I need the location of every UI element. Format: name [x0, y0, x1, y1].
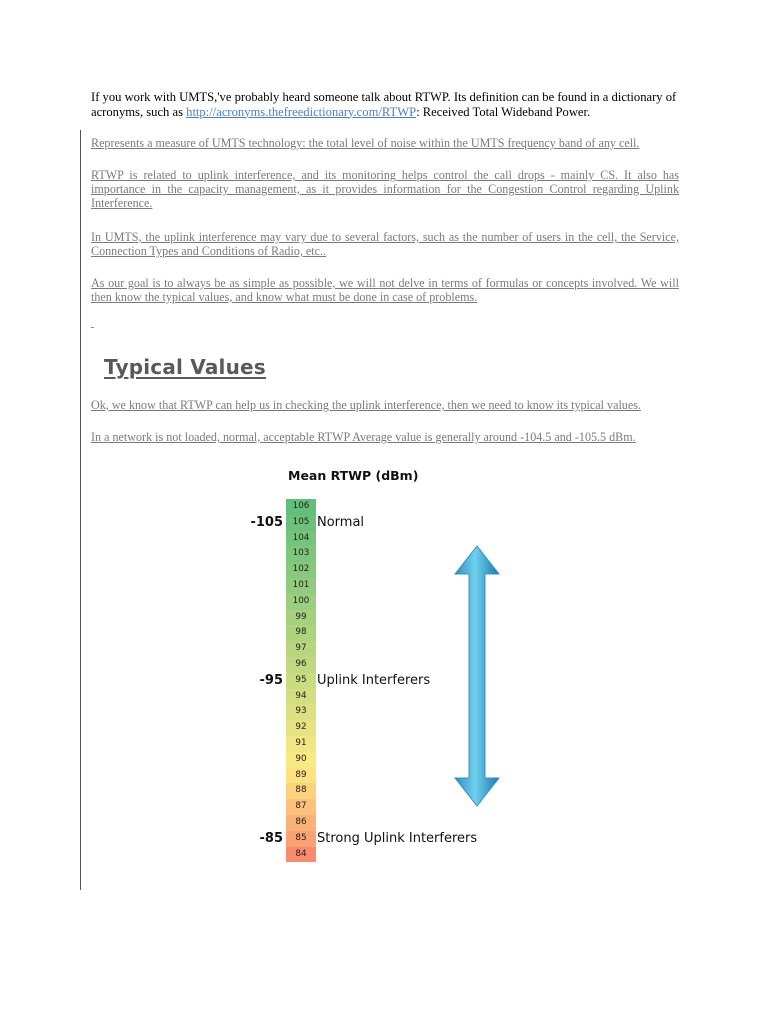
scale-cell: 96: [286, 657, 316, 673]
scale-cell: 95: [286, 673, 316, 689]
scale-cell: 100: [286, 594, 316, 610]
scale-cell: 105: [286, 515, 316, 531]
intro-text-end: : Received Total Wideband Power.: [416, 104, 591, 119]
scale-cell: 92: [286, 720, 316, 736]
quote-paragraph-3: In UMTS, the uplink interference may vary due to several factors, such as the number of users in the cell, the Service, Connection Types and Conditions of Radio, etc..: [91, 230, 679, 258]
scale-cell: 99: [286, 610, 316, 626]
level-description-label: Uplink Interferers: [317, 672, 431, 688]
scale-cell: 85: [286, 831, 316, 847]
typical-values-paragraph-2: In a network is not loaded, normal, acceptable RTWP Average value is generally around -104.5 and -105.5 dBm.: [91, 430, 636, 444]
separator-mark: [91, 327, 94, 328]
scale-cell: 88: [286, 783, 316, 799]
scale-cell: 98: [286, 625, 316, 641]
scale-cell: 102: [286, 562, 316, 578]
scale-cell: 89: [286, 768, 316, 784]
scale-cell: 90: [286, 752, 316, 768]
quote-paragraph-4: As our goal is to always be as simple as possible, we will not delve in terms of formulas or concepts involved. We will then know the typical values, and know what must be done in case of problems.: [91, 276, 679, 304]
level-description-label: Normal: [317, 514, 365, 530]
scale-cell: 101: [286, 578, 316, 594]
level-value-label: -95: [259, 672, 283, 688]
scale-cell: 106: [286, 499, 316, 515]
scale-cell: 86: [286, 815, 316, 831]
section-heading: Typical Values: [104, 355, 266, 379]
intro-paragraph: [91, 90, 679, 119]
chart-title: Mean RTWP (dBm): [288, 468, 419, 483]
level-description-label: Strong Uplink Interferers: [317, 830, 478, 846]
scale-cell: 87: [286, 799, 316, 815]
scale-cell: 84: [286, 847, 316, 863]
level-value-label: -85: [259, 830, 283, 846]
rtwp-color-scale: [286, 499, 316, 862]
scale-cell: 93: [286, 704, 316, 720]
scale-cell: 97: [286, 641, 316, 657]
rtwp-dictionary-link[interactable]: http://acronyms.thefreedictionary.com/RTWP: [186, 104, 417, 119]
intro-text: If you work with UMTS,'ve probably heard someone talk about RTWP. Its definition can be found in a dictionary of acronyms, such as: [91, 90, 677, 119]
double-arrow-icon: [452, 544, 502, 808]
scale-cell: 91: [286, 736, 316, 752]
level-value-label: -105: [250, 514, 283, 530]
scale-cell: 94: [286, 689, 316, 705]
quote-paragraph-2: RTWP is related to uplink interference, and its monitoring helps control the call drops - mainly CS. It also has importance in the capacity management, as it provides information for the Congestion Control regarding Uplink Interference.: [91, 168, 679, 210]
scale-cell: 104: [286, 531, 316, 547]
quote-paragraph-1: Represents a measure of UMTS technology: the total level of noise within the UMTS frequency band of any cell.: [91, 136, 640, 150]
scale-cell: 103: [286, 546, 316, 562]
quote-bar: [80, 130, 81, 890]
typical-values-paragraph-1: Ok, we know that RTWP can help us in checking the uplink interference, then we need to know its typical values.: [91, 398, 641, 412]
